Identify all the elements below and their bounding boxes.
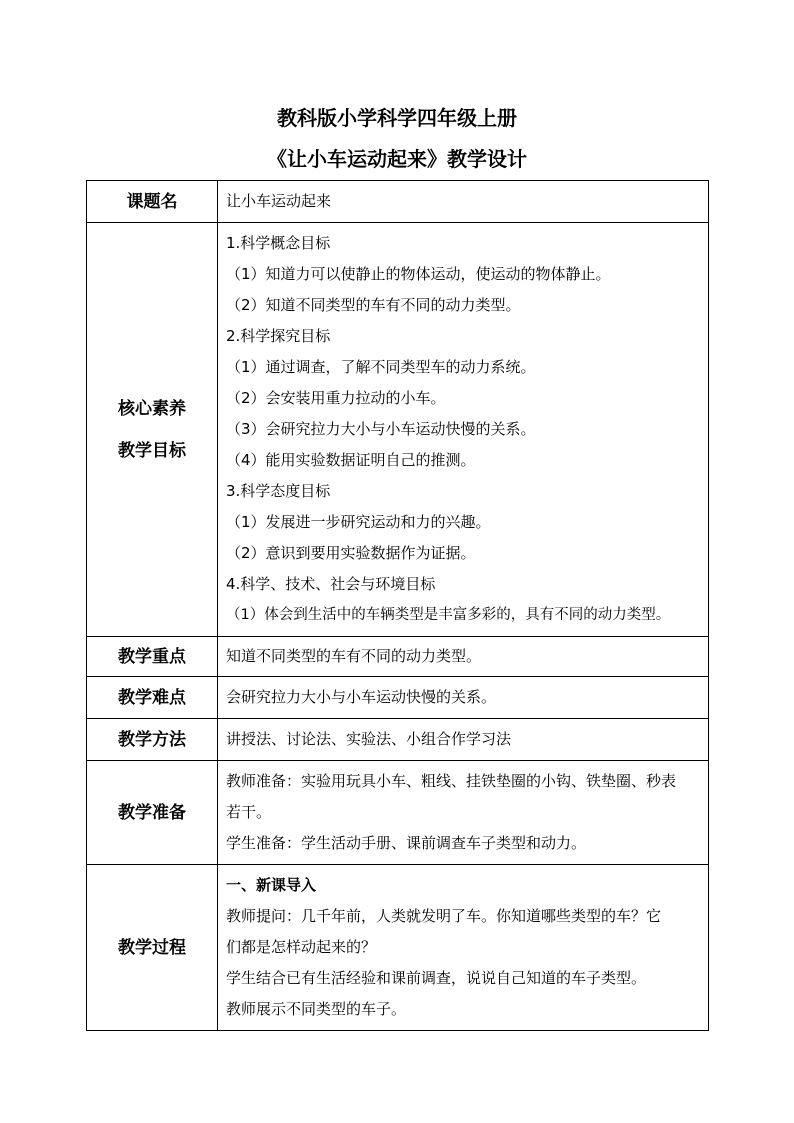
value-method: 讲授法、讨论法、实验法、小组合作学习法 xyxy=(218,719,709,761)
row-focus xyxy=(87,637,709,677)
value-goals xyxy=(218,223,709,637)
row-prep xyxy=(87,761,709,865)
prep-line: 若干。 xyxy=(226,803,272,821)
value-focus: 知道不同类型的车有不同的动力类型。 xyxy=(218,637,709,677)
goal-line: （2）意识到要用实验数据作为证据。 xyxy=(226,544,476,562)
goal-line: （1）体会到生活中的车辆类型是丰富多彩的，具有不同的动力类型。 xyxy=(226,607,671,623)
goal-line: （3）会研究拉力大小与小车运动快慢的关系。 xyxy=(226,420,536,438)
lesson-plan-table xyxy=(86,180,709,1031)
prep-line: 学生准备：学生活动手册、课前调查车子类型和动力。 xyxy=(226,834,587,852)
process-heading: 一、新课导入 xyxy=(226,876,317,894)
label-difficulty: 教学难点 xyxy=(87,677,218,719)
label-process: 教学过程 xyxy=(87,865,218,1031)
goal-line: （1）知道力可以使静止的物体运动，使运动的物体静止。 xyxy=(226,265,611,283)
process-line: 学生结合已有生活经验和课前调查，说说自己知道的车子类型。 xyxy=(226,969,647,987)
label-method: 教学方法 xyxy=(87,719,218,761)
label-topic: 课题名 xyxy=(87,181,218,223)
row-method xyxy=(87,719,709,761)
goal-line: （2）会安装用重力拉动的小车。 xyxy=(226,389,446,407)
goal-line: 4.科学、技术、社会与环境目标 xyxy=(226,575,436,593)
row-difficulty xyxy=(87,677,709,719)
goal-line: （4）能用实验数据证明自己的推测。 xyxy=(226,451,476,469)
process-line: 教师提问：几千年前，人类就发明了车。你知道哪些类型的车？它 xyxy=(226,907,662,925)
row-topic xyxy=(87,181,709,223)
label-prep: 教学准备 xyxy=(87,761,218,865)
prep-line: 教师准备：实验用玩具小车、粗线、挂铁垫圈的小钩、铁垫圈、秒表 xyxy=(226,772,677,790)
row-goals xyxy=(87,223,709,637)
label-goals-line2: 教学目标 xyxy=(118,440,186,461)
goal-line: 1.科学概念目标 xyxy=(226,234,331,252)
value-topic: 让小车运动起来 xyxy=(218,181,709,223)
goal-line: 2.科学探究目标 xyxy=(226,327,331,345)
process-line: 们都是怎样动起来的？ xyxy=(226,938,377,956)
document-subtitle: 《让小车运动起来》教学设计 xyxy=(267,147,527,171)
goal-line: （2）知道不同类型的车有不同的动力类型。 xyxy=(226,296,521,314)
goal-line: 3.科学态度目标 xyxy=(226,482,331,500)
process-line: 教师展示不同类型的车子。 xyxy=(226,1000,407,1018)
label-goals-line1: 核心素养 xyxy=(118,398,186,419)
document-title: 教科版小学科学四年级上册 xyxy=(277,106,517,130)
value-prep xyxy=(218,761,709,865)
value-process xyxy=(218,865,709,1031)
label-focus: 教学重点 xyxy=(87,637,218,677)
value-difficulty: 会研究拉力大小与小车运动快慢的关系。 xyxy=(218,677,709,719)
goal-line: （1）通过调查，了解不同类型车的动力系统。 xyxy=(226,358,536,376)
goal-line: （1）发展进一步研究运动和力的兴趣。 xyxy=(226,513,491,531)
label-goals xyxy=(87,223,218,637)
row-process xyxy=(87,865,709,1031)
